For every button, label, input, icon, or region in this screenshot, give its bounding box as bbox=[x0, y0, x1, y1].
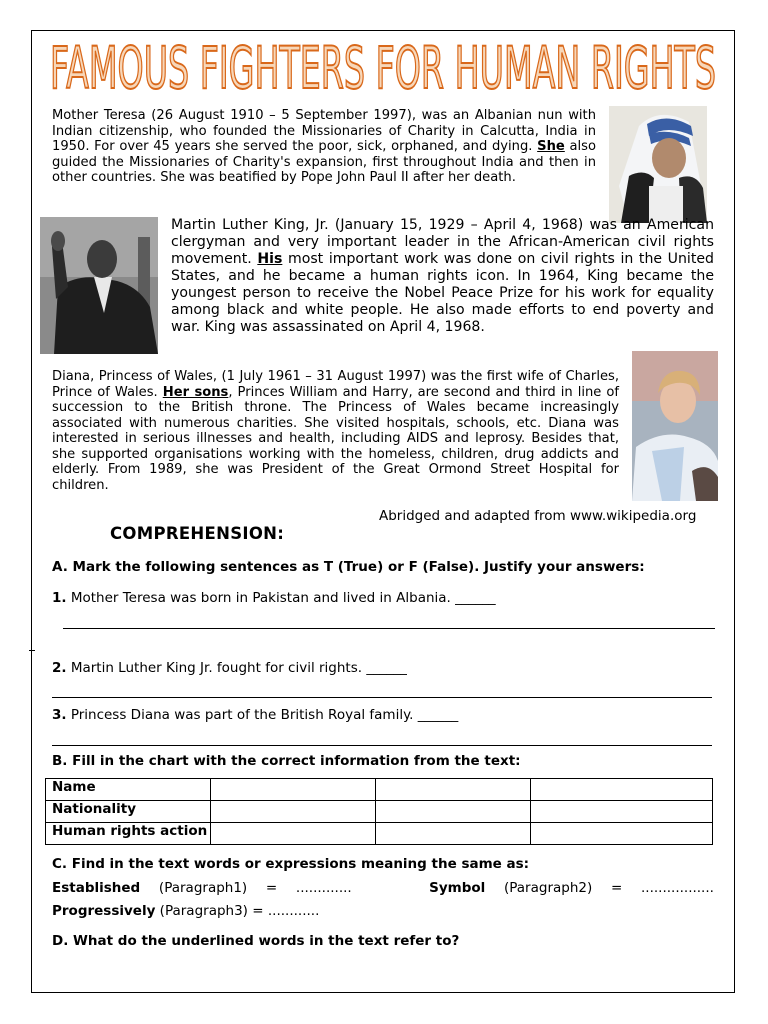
diana-text-2: , Princes William and Harry, are second and third in line of succession to the British throne. The Princess of Wales became increasingly associated with numerous charities. She visited hospitals, schools, etc. Diana was interested in serious illnesses and health, including AIDS and leprosy. Besides that, she supported organisations working with the homeless, children, drug addicts and elderly. From 1989, she was President of the Great Ormond Street Hospital for children. bbox=[52, 384, 619, 493]
underlined-she: She bbox=[537, 139, 565, 154]
chart-header-name: Name bbox=[46, 779, 211, 801]
paragraph-diana bbox=[52, 369, 619, 493]
c-item-1 bbox=[52, 880, 140, 896]
photo-martin-luther-king bbox=[40, 217, 158, 354]
teresa-text-1: Mother Teresa (26 August 1910 – 5 September 1997), was an Albanian nun with Indian citizenship, who founded the Missionaries of Charity in Calcutta, India in 1950. For over 45 years she served the poor, sick, orphaned, and dying. bbox=[52, 108, 596, 154]
question-3-text: Princess Diana was part of the British Royal family. ______ bbox=[66, 707, 459, 723]
c-word-established: Established bbox=[52, 880, 141, 896]
c-ref-2: (Paragraph2) bbox=[503, 880, 593, 896]
section-a-heading: A. Mark the following sentences as T (True) or F (False). Justify your answers: bbox=[52, 559, 645, 575]
chart-cell[interactable] bbox=[376, 801, 531, 823]
question-3 bbox=[52, 707, 458, 723]
chart-cell[interactable] bbox=[376, 823, 531, 845]
title-text: FAMOUS FIGHTERS FOR HUMAN RIGHTS bbox=[49, 36, 716, 96]
paragraph-king bbox=[171, 217, 714, 336]
section-c-row-2 bbox=[52, 903, 714, 919]
c-word-progressively: Progressively bbox=[52, 903, 156, 919]
chart-cell[interactable] bbox=[531, 801, 713, 823]
question-1-text: Mother Teresa was born in Pakistan and lived in Albania. ______ bbox=[66, 590, 496, 606]
chart-cell[interactable] bbox=[531, 779, 713, 801]
question-2-number: 2. bbox=[52, 660, 67, 676]
c-blank-3[interactable]: ............ bbox=[267, 903, 320, 919]
c-word-symbol: Symbol bbox=[429, 880, 486, 896]
question-1-number: 1. bbox=[52, 590, 67, 606]
section-c-row-1 bbox=[52, 880, 714, 896]
chart-row-action bbox=[46, 823, 713, 845]
info-chart bbox=[45, 778, 713, 845]
chart-cell[interactable] bbox=[376, 779, 531, 801]
section-c-heading: C. Find in the text words or expressions meaning the same as: bbox=[52, 856, 530, 872]
chart-cell[interactable] bbox=[211, 801, 376, 823]
question-1 bbox=[52, 590, 496, 606]
chart-cell[interactable] bbox=[211, 823, 376, 845]
chart-row-nationality bbox=[46, 801, 713, 823]
answer-line-1[interactable] bbox=[63, 628, 715, 629]
chart-cell[interactable] bbox=[211, 779, 376, 801]
c-ref-3: (Paragraph3) = bbox=[155, 903, 268, 919]
margin-tick bbox=[29, 650, 35, 651]
chart-row-name bbox=[46, 779, 713, 801]
underlined-her-sons: Her sons bbox=[162, 384, 229, 400]
c-ref-1: (Paragraph1) bbox=[158, 880, 248, 896]
diana-text-1: Diana, Princess of Wales, (1 July 1961 – 31 August 1997) was the first wife of Charles, Prince of Wales. bbox=[52, 369, 619, 400]
answer-line-3[interactable] bbox=[52, 745, 712, 746]
answer-line-2[interactable] bbox=[52, 697, 712, 698]
paragraph-teresa bbox=[52, 108, 596, 186]
comprehension-title: COMPREHENSION: bbox=[110, 524, 285, 543]
section-d-heading: D. What do the underlined words in the text refer to? bbox=[52, 933, 460, 949]
c-eq-2: = bbox=[610, 880, 623, 896]
question-2-text: Martin Luther King Jr. fought for civil rights. ______ bbox=[66, 660, 407, 676]
underlined-his: His bbox=[257, 251, 283, 267]
teresa-text-2: also guided the Missionaries of Charity's expansion, first throughout India and then in other countries. She was beatified by Pope John Paul II after her death. bbox=[52, 139, 596, 185]
c-blank-2[interactable]: ................. bbox=[640, 880, 714, 896]
c-eq-1: = bbox=[265, 880, 278, 896]
chart-header-nationality: Nationality bbox=[46, 801, 211, 823]
c-blank-1[interactable]: ............. bbox=[295, 880, 352, 896]
question-3-number: 3. bbox=[52, 707, 67, 723]
source-credit: Abridged and adapted from www.wikipedia.org bbox=[379, 508, 697, 524]
section-b-heading: B. Fill in the chart with the correct information from the text: bbox=[52, 753, 521, 769]
king-text-1: Martin Luther King, Jr. (January 15, 1929 – April 4, 1968) was an American clergyman and very important leader in the African-American civil rights movement. bbox=[171, 217, 714, 267]
chart-cell[interactable] bbox=[531, 823, 713, 845]
photo-princess-diana bbox=[632, 351, 718, 501]
chart-header-action: Human rights action bbox=[46, 823, 211, 845]
question-2 bbox=[52, 660, 407, 676]
worksheet-title bbox=[48, 36, 718, 96]
king-text-2: most important work was done on civil rights in the United States, and he became a human rights icon. In 1964, King became the youngest person to receive the Nobel Peace Prize for his work for equality among black and white people. He also made efforts to end poverty and war. King was assassinated on April 4, 1968. bbox=[171, 251, 714, 335]
photo-mother-teresa bbox=[609, 106, 707, 223]
